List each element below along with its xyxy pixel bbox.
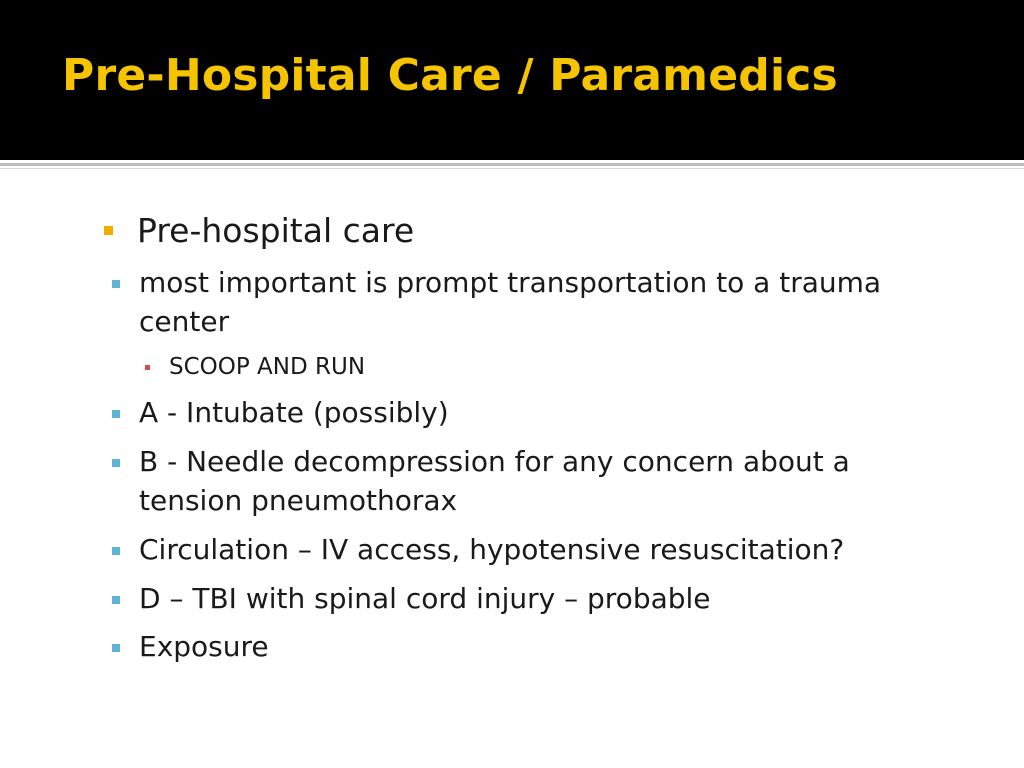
square-bullet-icon [112, 410, 120, 418]
list-item-level3: SCOOP AND RUN [169, 354, 366, 380]
square-bullet-icon [112, 547, 120, 555]
square-bullet-icon [112, 644, 120, 652]
list-item-level2-continuation: center [139, 305, 230, 338]
list-item-level2: D – TBI with spinal cord injury – probable [139, 582, 711, 615]
square-bullet-icon [112, 280, 120, 288]
list-item-level2: A - Intubate (possibly) [139, 396, 449, 429]
slide-title: Pre-Hospital Care / Paramedics [62, 50, 838, 101]
square-bullet-icon [112, 596, 120, 604]
list-item-level2: Circulation – IV access, hypotensive resuscitation? [139, 533, 845, 566]
square-bullet-icon [104, 226, 113, 235]
list-item-level1: Pre-hospital care [137, 211, 415, 250]
list-item-level2-continuation: tension pneumothorax [139, 484, 458, 517]
square-bullet-icon [112, 459, 120, 467]
list-item-level2: B - Needle decompression for any concern about a [139, 445, 850, 478]
list-item-level2: Exposure [139, 630, 269, 663]
list-item-level2: most important is prompt transportation to a trauma [139, 266, 882, 299]
square-bullet-icon [145, 365, 150, 370]
